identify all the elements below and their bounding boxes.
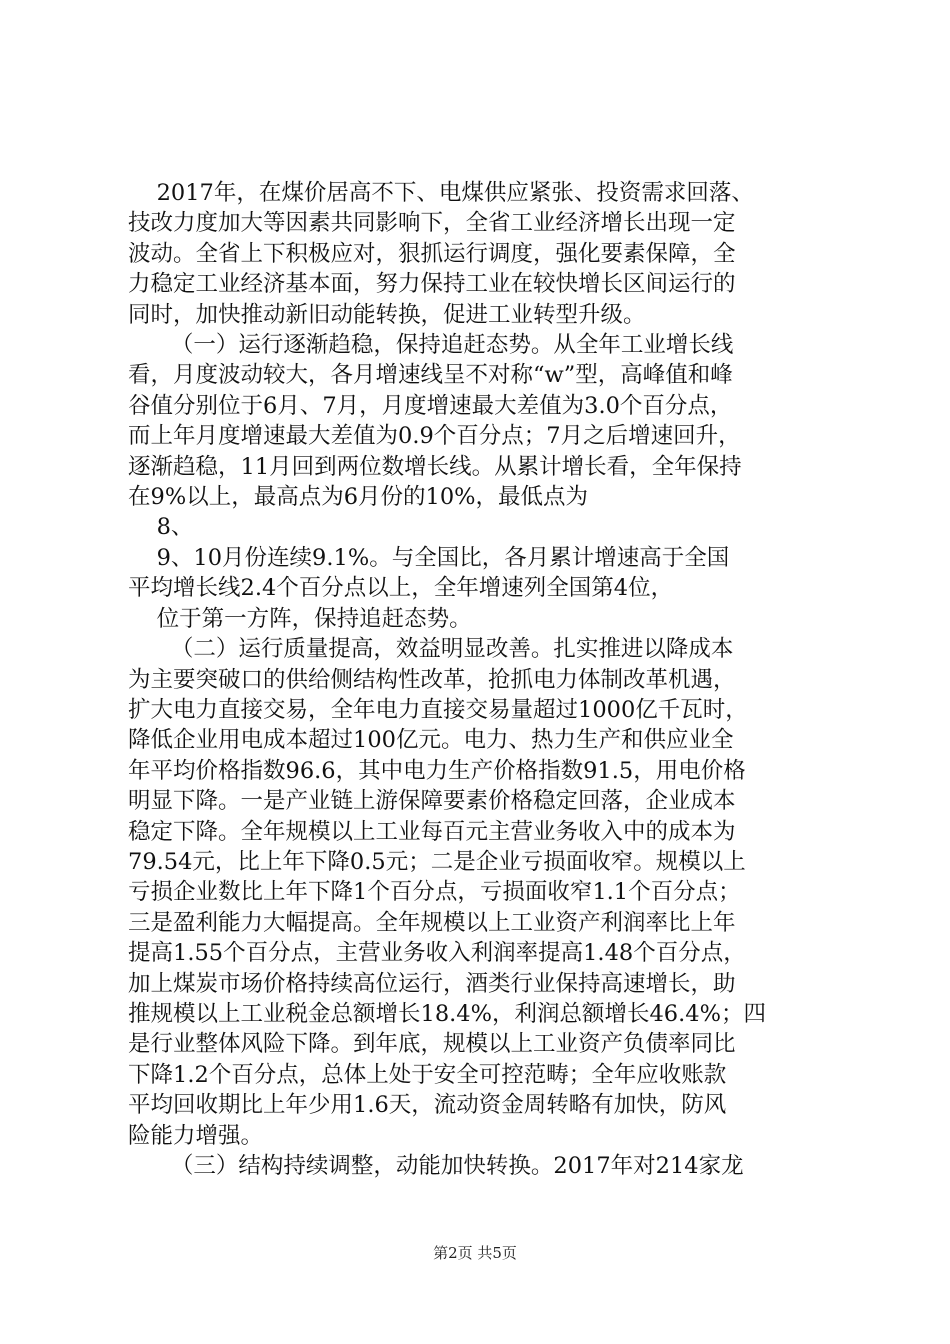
text-line: 三是盈利能力大幅提高。全年规模以上工业资产利润率比上年 <box>128 909 736 936</box>
text-line: 险能力增强。 <box>128 1122 264 1149</box>
text-line: 看，月度波动较大，各月增速线呈不对称“w”型，高峰值和峰 <box>128 362 733 389</box>
text-line: 稳定下降。全年规模以上工业每百元主营业务收入中的成本为 <box>128 818 736 845</box>
text-line: 谷值分别位于6月、7月，月度增速最大差值为3.0个百分点， <box>128 392 733 419</box>
text-line: （三）结构持续调整，动能加快转换。2017年对214家龙 <box>128 1153 744 1179</box>
text-line: 位于第一方阵，保持追赶态势。 <box>128 605 472 632</box>
text-line: 平均回收期比上年少用1.6天，流动资金周转略有加快，防风 <box>128 1092 727 1119</box>
document-body <box>128 178 848 1181</box>
text-line: 推规模以上工业税金总额增长18.4%，利润总额增长46.4%；四 <box>128 1000 766 1027</box>
text-line: 是行业整体风险下降。到年底，规模以上工业资产负债率同比 <box>128 1031 736 1058</box>
text-line: 下降1.2个百分点，总体上处于安全可控范畴；全年应收账款 <box>128 1061 727 1088</box>
text-line: （一）运行逐渐趋稳，保持追赶态势。从全年工业增长线 <box>128 332 734 359</box>
page-footer: 第2页 共5页 <box>433 1244 517 1262</box>
text-line: 9、10月份连续9.1%。与全国比，各月累计增速高于全国 <box>128 544 730 571</box>
text-line: 8、 <box>128 514 194 541</box>
text-line: 而上年月度增速最大差值为0.9个百分点；7月之后增速回升， <box>128 423 741 450</box>
text-line: 逐渐趋稳，11月回到两位数增长线。从累计增长看，全年保持 <box>128 453 742 480</box>
text-line: 年平均价格指数96.6，其中电力生产价格指数91.5，用电价格 <box>128 757 746 784</box>
text-line: 2017年，在煤价居高不下、电煤供应紧张、投资需求回落、 <box>128 180 754 206</box>
text-line: 明显下降。一是产业链上游保障要素价格稳定回落，企业成本 <box>128 788 736 815</box>
text-line: 79.54元，比上年下降0.5元；二是企业亏损面收窄。规模以上 <box>128 848 746 875</box>
text-line: 提高1.55个百分点，主营业务收入利润率提高1.48个百分点， <box>128 940 746 967</box>
text-line: 力稳定工业经济基本面，努力保持工业在较快增长区间运行的 <box>128 271 736 298</box>
text-line: 波动。全省上下积极应对，狠抓运行调度，强化要素保障，全 <box>128 240 736 267</box>
text-line: 为主要突破口的供给侧结构性改革，抢抓电力体制改革机遇， <box>128 666 736 693</box>
text-line: （二）运行质量提高，效益明显改善。扎实推进以降成本 <box>128 636 734 663</box>
text-line: 同时，加快推动新旧动能转换，促进工业转型升级。 <box>128 301 646 328</box>
text-line: 平均增长线2.4个百分点以上，全年增速列全国第4位， <box>128 575 674 602</box>
text-line: 在9%以上，最高点为6月份的10%，最低点为 <box>128 484 589 511</box>
text-line: 扩大电力直接交易，全年电力直接交易量超过1000亿千瓦时， <box>128 696 748 723</box>
text-line: 加上煤炭市场价格持续高位运行，酒类行业保持高速增长，助 <box>128 970 736 997</box>
text-line: 降低企业用电成本超过100亿元。电力、热力生产和供应业全 <box>128 727 734 754</box>
text-line: 亏损企业数比上年下降1个百分点，亏损面收窄1.1个百分点； <box>128 879 741 906</box>
text-line: 技改力度加大等因素共同影响下，全省工业经济增长出现一定 <box>128 210 736 237</box>
